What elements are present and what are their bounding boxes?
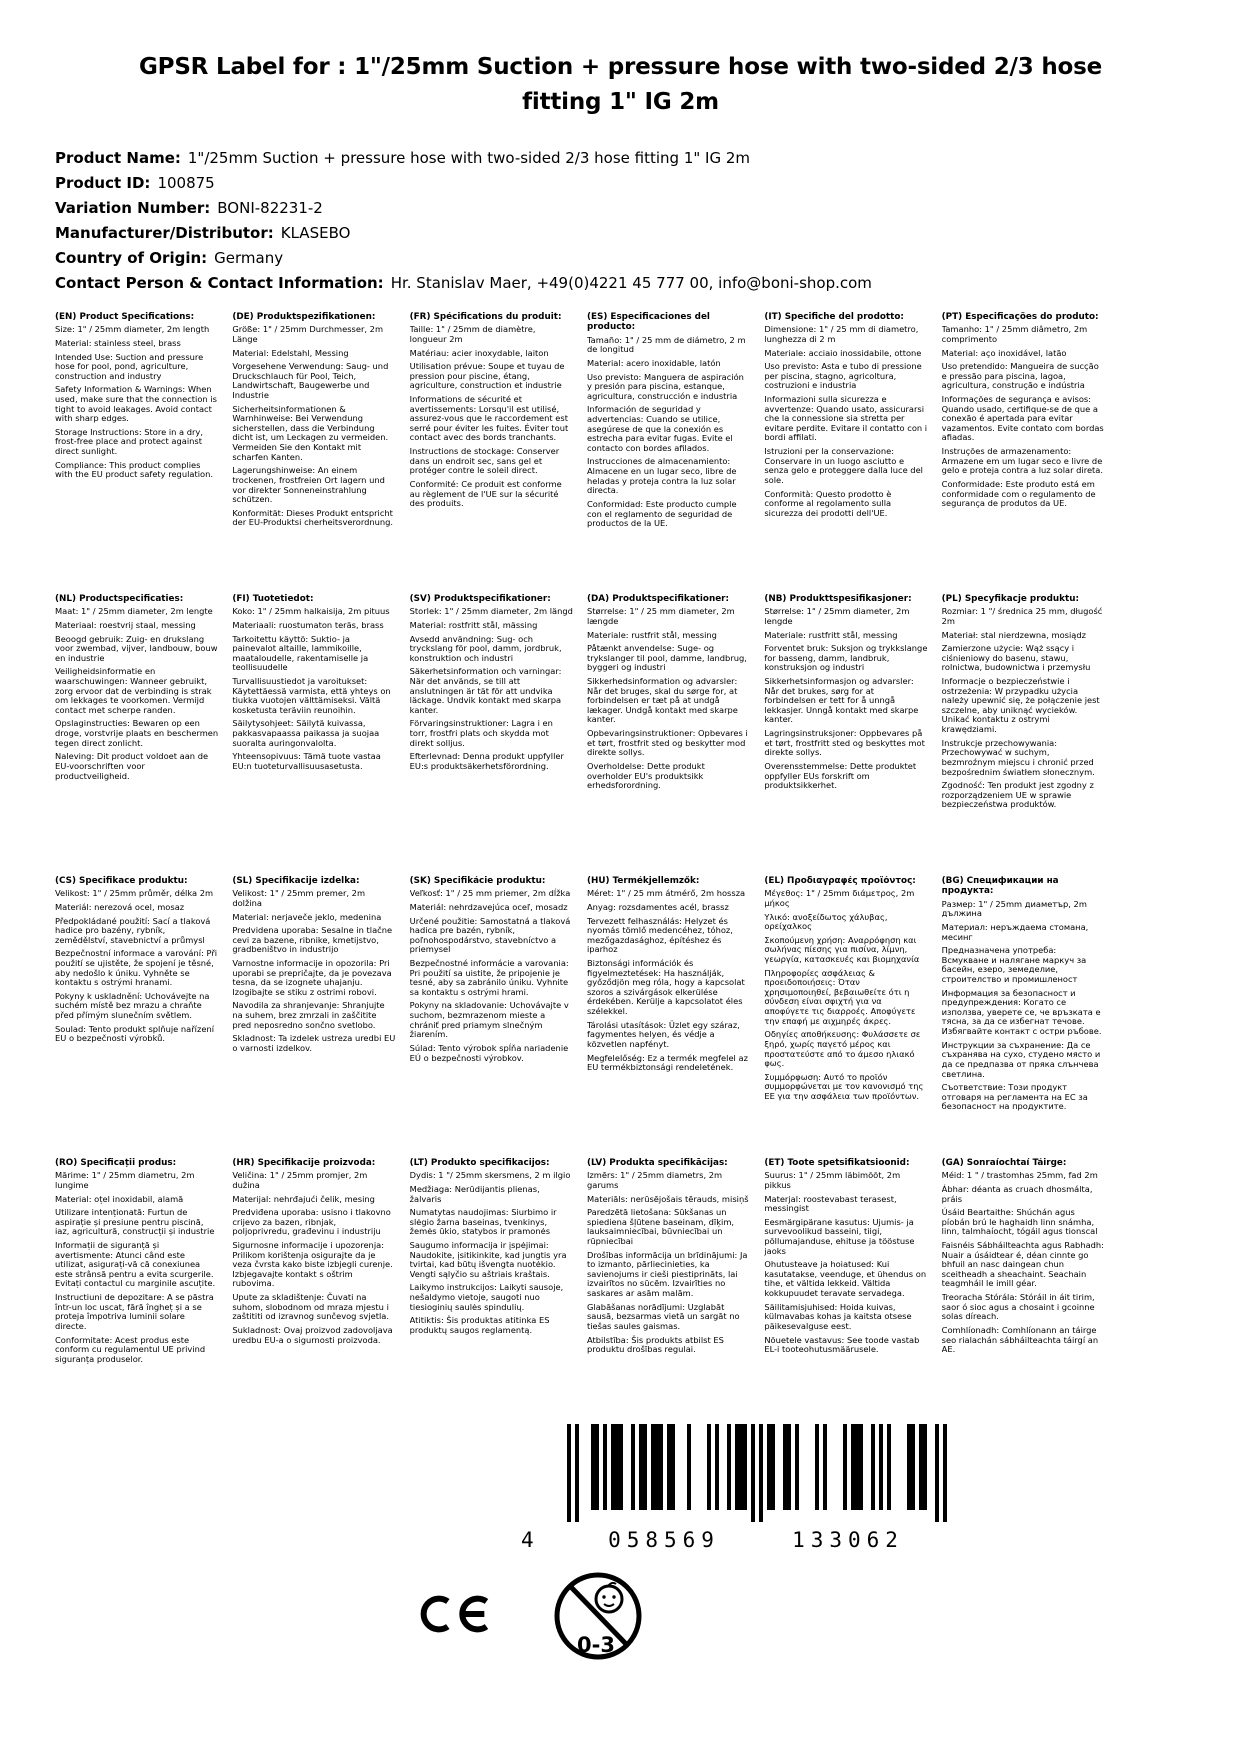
spec-paragraph: Materiale: rustfritt stål, messing xyxy=(764,629,898,640)
spec-paragraph: Materiale: rustfrit stål, messing xyxy=(586,629,717,640)
spec-paragraph: Uso previsto: Manguera de aspiración y presión para piscina, estanque, agricultura, construcción e industria xyxy=(586,371,744,401)
language-spec-block xyxy=(410,1158,573,1340)
spec-paragraph: Upute za skladištenje: Čuvati na suhom, slobodnom od mraza mjestu i zaštititi od izravnog sunčevog svjetla. xyxy=(232,1292,390,1322)
spec-paragraph: Súlad: Tento výrobok spĺňa nariadenie EÚ o bezpečnosti výrobkov. xyxy=(409,1042,569,1063)
language-spec-title: (SV) Produktspecifikationer: xyxy=(409,594,551,604)
spec-paragraph: Material: aço inoxidável, latão xyxy=(941,347,1067,358)
spec-paragraph: Conformidad: Este producto cumple con el reglamento de seguridad de productos de la UE. xyxy=(586,498,737,529)
language-spec-title: (LV) Produkta specifikācijas: xyxy=(586,1158,728,1168)
spec-paragraph: Safety Information & Warnings: When used, make sure that the connection is tight to avoid leakages. Avoid contact with sharp edges. xyxy=(55,384,217,424)
spec-paragraph: Οδηγίες αποθήκευσης: Φυλάσσετε σε ξηρό, χωρίς παγετό μέρος και προστατεύστε από το άμεσο ηλιακό φως. xyxy=(764,1029,921,1069)
spec-paragraph: Materiale: acciaio inossidabile, ottone xyxy=(764,347,922,358)
barcode-left-digits: 058569 xyxy=(608,1528,720,1552)
language-spec-block xyxy=(232,876,395,1058)
language-spec-title: (HU) Termékjellemzők: xyxy=(586,876,700,886)
spec-paragraph: Säilytysohjeet: Säilytä kuivassa, pakkasvapaassa paikassa ja suojaa suoralta auringonvalolta. xyxy=(232,718,380,748)
language-spec-block xyxy=(232,594,395,776)
language-spec-block xyxy=(942,312,1105,513)
spec-paragraph: Rozmiar: 1 "/ średnica 25 mm, długość 2m xyxy=(941,606,1103,626)
product-info-row xyxy=(55,174,1186,192)
product-info-value: BONI-82231-2 xyxy=(217,199,323,217)
spec-paragraph: Tárolási utasítások: Üzlet egy száraz, fagymentes helyen, és védje a közvetlen napfényt. xyxy=(586,1019,740,1049)
spec-paragraph: Tamaño: 1" / 25 mm de diámetro, 2 m de longitud xyxy=(586,334,746,355)
spec-paragraph: Varnostne informacije in opozorila: Pri uporabi se prepričajte, da je povezava tesna, da se izognete uhajanju. Izogibajte se stiku z ostrimi robovi. xyxy=(232,958,392,997)
spec-paragraph: Maat: 1" / 25mm diameter, 2m lengte xyxy=(55,606,213,617)
language-spec-block xyxy=(587,876,750,1077)
spec-paragraph: Informații de siguranță și avertismente: Atunci când este utilizat, asigurați-vă că conexiunea este strânsă pentru a evita scurgerile. Evitați contactul cu marginile ascuțite. xyxy=(55,1240,216,1289)
spec-paragraph: Taille: 1" / 25mm de diamètre, longueur 2m xyxy=(409,324,536,344)
spec-paragraph: Instructions de stockage: Conserver dans un endroit sec, sans gel et protéger contre le soleil direct. xyxy=(409,446,560,476)
spec-paragraph: Dydis: 1 "/ 25mm skersmens, 2 m ilgio xyxy=(409,1170,571,1181)
spec-paragraph: Informacje o bezpieczeństwie i ostrzeżenia: W przypadku użycia należy upewnić się, że połączenie jest szczelne, aby uniknąć wycieków. Unikać kontaktu z ostrymi krawędziami. xyxy=(941,676,1100,735)
spec-paragraph: Koko: 1" / 25mm halkaisija, 2m pituus xyxy=(232,606,390,617)
baby-face-icon xyxy=(596,1586,622,1612)
spec-paragraph: Material: acero inoxidable, latón xyxy=(586,357,721,368)
spec-paragraph: Material: nerjaveče jeklo, medenina xyxy=(232,911,382,922)
spec-paragraph: Storlek: 1" / 25mm diameter, 2m längd xyxy=(409,606,573,617)
spec-paragraph: Uso pretendido: Mangueira de sucção e pressão para piscina, lagoa, agricultura, construção e indústria xyxy=(941,361,1099,391)
spec-paragraph: Veličina: 1" / 25mm promjer, 2m dužina xyxy=(232,1170,368,1190)
spec-paragraph: Skladnost: Ta izdelek ustreza uredbi EU o varnosti izdelkov. xyxy=(232,1033,396,1053)
language-spec-block xyxy=(587,312,750,533)
barcode-lead-digit: 4 xyxy=(521,1528,534,1552)
ean13-barcode xyxy=(521,1424,947,1554)
barcode-bars-icon xyxy=(567,1424,947,1522)
spec-paragraph: Uso previsto: Asta e tubo di pressione per piscina, stagno, agricoltura, costruzioni e industria xyxy=(764,361,922,391)
language-spec-title: (NL) Productspecificaties: xyxy=(55,594,184,604)
product-info-row xyxy=(55,224,1186,242)
spec-paragraph: Veľkosť: 1" / 25 mm priemer, 2m dĺžka xyxy=(409,888,571,899)
language-spec-title: (SL) Specifikacije izdelka: xyxy=(232,876,360,886)
spec-paragraph: Numatytas naudojimas: Siurbimo ir slėgio žarna baseinas, tvenkinys, žemės ūkio, statybos ir pramonės xyxy=(409,1207,557,1237)
spec-paragraph: Předpokládané použití: Sací a tlaková hadice pro bazény, rybník, zemědělství, stavebnictví a průmysl xyxy=(55,915,211,945)
language-spec-block xyxy=(587,594,750,795)
product-info-value: KLASEBO xyxy=(280,224,351,242)
spec-paragraph: Instructiuni de depozitare: A se păstra într-un loc uscat, fără îngheț și a se proteja împotriva luminii solare directe. xyxy=(55,1292,214,1331)
product-info-row xyxy=(55,199,1186,217)
spec-paragraph: Atitiktis: Šis produktas atitinka ES produktų saugos reglamentą. xyxy=(409,1315,550,1335)
spec-paragraph: Ábhar: déanta as cruach dhosmálta, práis xyxy=(941,1183,1093,1204)
spec-paragraph: Overholdelse: Dette produkt overholder EU's produktsikk erhedsforordning. xyxy=(586,760,705,791)
language-spec-title: (CS) Specifikace produktu: xyxy=(55,876,188,886)
spec-paragraph: Tervezett felhasználás: Helyzet és nyomás tömlő medencéhez, tóhoz, mezőgazdasághoz, építéshez és iparhoz xyxy=(586,915,733,955)
spec-paragraph: Saugumo informacija ir įspėjimai: Naudokite, įsitikinkite, kad jungtis yra tvirtai, kad būtų išvengta nuotėkio. Vengti sąlyčio su aštriais kraštais. xyxy=(409,1240,567,1279)
spec-paragraph: Utilizare intenționată: Furtun de aspirație și presiune pentru piscină, iaz, agricultură, construcții și industrie xyxy=(55,1207,215,1237)
spec-paragraph: Zgodność: Ten produkt jest zgodny z rozporządzeniem UE w sprawie bezpieczeństwa produktów. xyxy=(941,780,1094,810)
language-spec-title: (EN) Product Specifications: xyxy=(55,312,195,322)
product-info-label: Product Name: xyxy=(55,149,181,167)
spec-paragraph: Paredzētā lietošana: Sūkšanas un spiediena šļūtene baseinam, dīķim, lauksaimniecībai, būvniecībai un rūpniecībai xyxy=(586,1207,735,1247)
product-info-label: Variation Number: xyxy=(55,199,211,217)
spec-paragraph: Suurus: 1" / 25mm läbimõõt, 2m pikkus xyxy=(764,1170,901,1190)
spec-paragraph: Izmērs: 1" / 25mm diametrs, 2m garums xyxy=(586,1170,723,1190)
spec-paragraph: Biztonsági információk és figyelmeztetések: Ha használják, győződjön meg róla, hogy a kapcsolat szoros a szivárgások elkerülése érdekében. Kerülje a kapcsolatot éles szélekkel. xyxy=(586,958,745,1017)
language-spec-block xyxy=(410,876,573,1067)
product-info-row xyxy=(55,149,1186,167)
language-spec-block xyxy=(942,1158,1105,1359)
spec-paragraph: Materiāls: nerūsējošais tērauds, misiņš xyxy=(586,1193,749,1204)
spec-paragraph: Tamanho: 1" / 25mm diâmetro, 2m comprimento xyxy=(941,324,1088,344)
spec-paragraph: Velikost: 1" / 25mm průměr, délka 2m xyxy=(55,888,214,899)
language-spec-title: (EL) Προδιαγραφές προϊόντος: xyxy=(764,876,916,886)
spec-paragraph: Dimensione: 1" / 25 mm di diametro, lunghezza di 2 m xyxy=(764,324,919,344)
language-spec-block xyxy=(942,876,1105,1116)
spec-paragraph: Velikost: 1" / 25mm premer, 2m dolžina xyxy=(232,888,366,908)
language-spec-title: (DE) Produktspezifikationen: xyxy=(232,312,376,322)
spec-grid xyxy=(55,312,1105,1440)
spec-paragraph: Size: 1" / 25mm diameter, 2m length xyxy=(55,324,210,335)
language-spec-title: (PL) Specyfikacje produktu: xyxy=(941,594,1080,604)
spec-paragraph: Συμμόρφωση: Αυτό το προϊόν συμμορφώνεται με τον κανονισμό της ΕΕ για την ασφάλεια των προϊόντων. xyxy=(764,1071,924,1101)
spec-paragraph: Instrucciones de almacenamiento: Almacene en un lugar seco, libre de heladas y proteja contra la luz solar directa. xyxy=(586,456,737,496)
age-warning-label: 0-3 xyxy=(577,1633,615,1657)
spec-paragraph: Informazioni sulla sicurezza e avvertenze: Quando usato, assicurarsi che la connessione sia stretta per evitare perdite. Evitare il contatto con i bordi affilati. xyxy=(764,394,928,443)
spec-paragraph: Anyag: rozsdamentes acél, brassz xyxy=(586,901,729,912)
spec-paragraph: Materjal: roostevabast terasest, messingist xyxy=(764,1193,897,1214)
language-spec-title: (FI) Tuotetiedot: xyxy=(232,594,314,604)
language-spec-block xyxy=(942,594,1105,814)
language-spec-block xyxy=(55,1158,218,1368)
language-spec-block xyxy=(410,594,573,776)
spec-paragraph: Informations de sécurité et avertissements: Lorsqu'il est utilisé, assurez-vous que le raccordement est serré pour éviter les fuites. Éviter tout contact avec des bords tranchants. xyxy=(409,394,569,443)
spec-paragraph: Comhlíonadh: Comhlíonann an táirge seo rialachán sábháilteachta táirgí an AE. xyxy=(941,1324,1099,1355)
spec-paragraph: Instruções de armazenamento: Armazene em um lugar seco e livre de gelo e proteja contra a luz solar direta. xyxy=(941,446,1104,476)
product-info-value: Germany xyxy=(214,249,284,267)
spec-paragraph: Opbevaringsinstruktioner: Opbevares i et tørt, frostfrit sted og beskytter mod direkte sollys. xyxy=(586,728,748,758)
spec-paragraph: Faisnéis Sábháilteachta agus Rabhadh: Nuair a úsáidtear é, déan cinnte go bhfuil an nasc daingean chun sceitheadh a sheachaint. Seachain teagmháil le imill géar. xyxy=(941,1240,1104,1289)
spec-paragraph: Materijal: nehrđajući čelik, mesing xyxy=(232,1193,375,1204)
spec-paragraph: Beoogd gebruik: Zuig- en drukslang voor zwembad, vijver, landbouw, bouw en industrie xyxy=(55,633,218,663)
spec-paragraph: Matériau: acier inoxydable, laiton xyxy=(409,347,549,358)
spec-paragraph: Forventet bruk: Suksjon og trykkslange for basseng, damm, landbruk, konstruksjon og industri xyxy=(764,643,928,673)
product-info-row xyxy=(55,274,1186,292)
language-spec-block xyxy=(232,1158,395,1349)
spec-paragraph: Bezpečnostní informace a varování: Při použití se ujistěte, že spojení je těsné, aby nedošlo k úniku. Vyhněte se kontaktu s ostrými hranami. xyxy=(55,948,218,988)
spec-paragraph: Úsáid Beartaithe: Shúchán agus píobán brú le haghaidh linn snámha, linn, talmhaíocht, tógáil agus tionscal xyxy=(941,1207,1098,1237)
spec-paragraph: Avsedd användning: Sug- och tryckslang för pool, damm, jordbruk, konstruktion och industri xyxy=(409,633,562,663)
language-spec-title: (ET) Toote spetsifikatsioonid: xyxy=(764,1158,910,1168)
spec-paragraph: Materiaal: roestvrij staal, messing xyxy=(55,619,196,630)
product-info-value: 100875 xyxy=(157,174,215,192)
language-spec-block xyxy=(764,1158,927,1359)
spec-paragraph: Material: stainless steel, brass xyxy=(55,337,181,348)
product-info-block xyxy=(55,149,1186,292)
spec-paragraph: Material: Edelstahl, Messing xyxy=(232,347,349,358)
spec-paragraph: Conformità: Questo prodotto è conforme al regolamento sulla sicurezza dei prodotti dell'UE. xyxy=(764,488,892,518)
product-info-label: Product ID: xyxy=(55,174,151,192)
spec-paragraph: Conformidade: Este produto está em conformidade com o regulamento de segurança de produtos da UE. xyxy=(941,478,1096,509)
spec-paragraph: Bezpečnostné informácie a varovania: Pri použití sa uistite, že pripojenie je tesné, aby sa zabránilo úniku. Vyhnite sa kontaktu s ostrými hrami. xyxy=(409,958,569,997)
spec-paragraph: Ohutusteave ja hoiatused: Kui kasutatakse, veenduge, et ühendus on tihe, et vältida lekkeid. Vältida kokkupuudet teravate servadega. xyxy=(764,1259,927,1299)
spec-paragraph: Storage Instructions: Store in a dry, frost-free place and protect against direct sunlight. xyxy=(55,426,203,457)
spec-paragraph: Pokyny na skladovanie: Uchovávajte v suchom, bezmrazenom mieste a chrániť pred priamym slnečným žiarením. xyxy=(409,1000,569,1040)
spec-paragraph: Méret: 1" / 25 mm átmérő, 2m hossza xyxy=(586,888,746,899)
spec-paragraph: Treoracha Stórála: Stóráil in áit tirim, saor ó sioc agus a chosaint i gcoinne solas díreach. xyxy=(941,1292,1095,1322)
spec-paragraph: Размер: 1" / 25mm диаметър, 2m дължина xyxy=(941,898,1087,919)
language-spec-block xyxy=(764,876,927,1106)
spec-paragraph: Størrelse: 1" / 25 mm diameter, 2m længde xyxy=(586,606,735,626)
product-info-row xyxy=(55,249,1186,267)
spec-paragraph: Информация за безопасност и предупреждения: Когато се използва, уверете се, че връзката е тясна, за да се избегнат течове. Избягвайте контакт с остри ръбове. xyxy=(941,987,1102,1037)
spec-paragraph: Yhteensopivuus: Tämä tuote vastaa EU:n tuoteturvallisuusasetusta. xyxy=(232,751,381,771)
spec-paragraph: Overensstemmelse: Dette produktet oppfyller EUs forskrift om produktsikkerhet. xyxy=(764,760,917,791)
spec-paragraph: Sicherheitsinformationen & Warnhinweise: Bei Verwendung sicherstellen, dass die Verbindung dicht ist, um Leckagen zu vermeiden. Vermeiden Sie den Kontakt mit scharfen Kanten. xyxy=(232,403,389,462)
language-spec-block xyxy=(410,312,573,513)
spec-paragraph: Materiál: nerezová ocel, mosaz xyxy=(55,901,185,912)
spec-paragraph: Určené použitie: Samostatná a tlaková hadica pre bazén, rybník, poľnohospodárstvo, stavebníctvo a priemysel xyxy=(409,915,571,955)
spec-paragraph: Materiaali: ruostumaton teräs, brass xyxy=(232,619,384,630)
spec-paragraph: Größe: 1" / 25mm Durchmesser, 2m Länge xyxy=(232,324,384,344)
spec-paragraph: Sikkerhetsinformasjon og advarsler: Når det brukes, sørg for at forbindelsen er tett for å unngå lekkasjer. Unngå kontakt med skarpe kanter. xyxy=(764,676,919,725)
spec-paragraph: Navodila za shranjevanje: Shranjujte na suhem, brez zmrzali in zaščitite pred neposredno sončno svetlobo. xyxy=(232,1000,385,1030)
language-spec-title: (PT) Especificações do produto: xyxy=(941,312,1099,322)
language-spec-title: (SK) Špecifikácie produktu: xyxy=(409,876,546,886)
spec-paragraph: Turvallisuustiedot ja varoitukset: Käytettäessä varmista, että yhteys on tiukka vuotojen välttämiseksi. Vältä kosketusta teräviin reunoihin. xyxy=(232,676,391,715)
spec-paragraph: Størrelse: 1" / 25mm diameter, 2m lengde xyxy=(764,606,910,626)
spec-paragraph: Intended Use: Suction and pressure hose for pool, pond, agriculture, construction and industry xyxy=(55,351,204,381)
spec-paragraph: Naleving: Dit product voldoet aan de EU-voorschriften voor productveiligheid. xyxy=(55,751,209,781)
language-spec-block xyxy=(764,594,927,795)
language-spec-title: (RO) Specificații produs: xyxy=(55,1158,177,1168)
language-spec-block xyxy=(764,312,927,522)
ce-mark-icon xyxy=(420,1594,498,1634)
spec-paragraph: Predviđena uporaba: usisno i tlakovno crijevo za bazen, ribnjak, poljoprivredu, građevinu i industriju xyxy=(232,1207,391,1237)
spec-paragraph: Conformité: Ce produit est conforme au règlement de l'UE sur la sécurité des produits. xyxy=(409,478,562,509)
spec-paragraph: Материал: неръждаема стомана, месинг xyxy=(941,921,1089,942)
language-spec-title: (LT) Produkto specifikacijos: xyxy=(409,1158,550,1168)
language-spec-title: (FR) Spécifications du produit: xyxy=(409,312,562,322)
spec-paragraph: Predvidena uporaba: Sesalne in tlačne cevi za bazene, ribnike, kmetijstvo, gradbeništvo in industrijo xyxy=(232,925,393,955)
spec-paragraph: Compliance: This product complies with the EU product safety regulation. xyxy=(55,459,214,480)
spec-paragraph: Konformität: Dieses Produkt entspricht der EU-Produktsi cherheitsverordnung. xyxy=(232,507,394,528)
spec-paragraph: Opslaginstructies: Bewaren op een droge, vorstvrije plaats en beschermen tegen direct zonlicht. xyxy=(55,718,219,748)
spec-paragraph: Påtænkt anvendelse: Suge- og trykslanger til pool, damme, landbrug, byggeri og industri xyxy=(586,643,747,673)
spec-paragraph: Materiał: stal nierdzewna, mosiądz xyxy=(941,629,1087,640)
spec-paragraph: Μέγεθος: 1" / 25mm διάμετρος, 2m μήκος xyxy=(764,888,915,908)
spec-paragraph: Zamierzone użycie: Wąż ssący i ciśnieniowy do basenu, stawu, rolnictwa, budownictwa i przemysłu xyxy=(941,643,1091,673)
spec-paragraph: Tarkoitettu käyttö: Suktio- ja painevalot altaille, lammikoille, maataloudelle, rakentamiselle ja teollisuudelle xyxy=(232,633,369,673)
barcode-right-digits: 133062 xyxy=(792,1528,904,1552)
page-title: GPSR Label for : 1"/25mm Suction + pressure hose with two-sided 2/3 hose fitting 1" IG 2m xyxy=(138,54,1103,115)
spec-paragraph: Förvaringsinstruktioner: Lagra i en torr, frostfri plats och skydda mot direkt solljus. xyxy=(409,718,553,748)
language-spec-block xyxy=(55,312,218,484)
language-spec-block xyxy=(55,876,218,1048)
product-info-value: 1"/25mm Suction + pressure hose with two-sided 2/3 hose fitting 1" IG 2m xyxy=(187,149,751,167)
spec-paragraph: Soulad: Tento produkt splňuje nařízení EU o bezpečnosti výrobků. xyxy=(55,1023,215,1044)
language-spec-title: (ES) Especificaciones del producto: xyxy=(586,312,710,333)
spec-paragraph: Eesmärgipärane kasutus: Ujumis- ja survevoolikud basseini, tiigi, põllumajanduse, ehituse ja tööstuse jaoks xyxy=(764,1216,915,1256)
product-info-label: Country of Origin: xyxy=(55,249,208,267)
spec-paragraph: Υλικό: ανοξείδωτος χάλυβας, ορείχαλκος xyxy=(764,911,888,932)
spec-paragraph: Medžiaga: Nerūdijantis plienas, žalvaris xyxy=(409,1183,540,1204)
spec-paragraph: Drošības informācija un brīdinājumi: Ja to izmanto, pārliecinieties, ka savienojums ir cieši piestiprināts, lai izvairītos no sūcēm. Izvairīties no saskares ar asām malām. xyxy=(586,1249,748,1299)
spec-paragraph: Laikymo instrukcijos: Laikyti sausoje, nešaldymo vietoje, saugoti nuo tiesioginių saulės spindulių. xyxy=(409,1282,564,1312)
spec-paragraph: Предназначена употреба: Всмукване и налягане маркуч за басейн, езеро, земеделие, строителство и промишленост xyxy=(941,945,1087,985)
spec-paragraph: Mărime: 1" / 25mm diametru, 2m lungime xyxy=(55,1170,195,1190)
product-info-value: Hr. Stanislav Maer, +49(0)4221 45 777 00, info@boni-shop.com xyxy=(390,274,872,292)
spec-paragraph: Material: oțel inoxidabil, alamă xyxy=(55,1193,184,1204)
language-spec-title: (GA) Sonraíochtaí Táirge: xyxy=(941,1158,1067,1168)
spec-paragraph: Megfelelőség: Ez a termék megfelel az EU termékbiztonsági rendeletének. xyxy=(586,1052,748,1073)
spec-paragraph: Utilisation prévue: Soupe et tuyau de pression pour piscine, étang, agriculture, construction et industrie xyxy=(409,361,565,391)
language-spec-block xyxy=(55,594,218,785)
spec-paragraph: Méid: 1 " / trastomhas 25mm, fad 2m xyxy=(941,1170,1098,1181)
spec-paragraph: Efterlevnad: Denna produkt uppfyller EU:s produktsäkerhetsförordning. xyxy=(409,751,564,771)
spec-paragraph: Pokyny k uskladnění: Uchovávejte na suchém místě bez mrazu a chraňte před přímým slunečním světlem. xyxy=(55,990,210,1021)
spec-paragraph: Σκοπούμενη χρήση: Αναρρόφηση και σωλήνας πίεσης για πισίνα, λίμνη, γεωργία, κατασκευές και βιομηχανία xyxy=(764,934,920,965)
language-spec-title: (BG) Спецификации на продукта: xyxy=(941,876,1059,897)
spec-paragraph: Sukladnost: Ovaj proizvod zadovoljava uredbu EU-a o sigurnosti proizvoda. xyxy=(232,1324,393,1345)
spec-paragraph: Sigurnosne informacije i upozorenja: Prilikom korištenja osigurajte da je veza čvrsta kako biste izbjegli curenje. Izbjegavajte kontakt s oštrim rubovima. xyxy=(232,1240,393,1289)
language-spec-block xyxy=(232,312,395,532)
spec-paragraph: Πληροφορίες ασφάλειας & προειδοποιήσεις: Όταν χρησιμοποιηθεί, βεβαιωθείτε ότι η σύνδεση είναι σφιχτή για να αποφύγετε τις διαρροές. Αποφύγετε την επαφή με αιχμηρές άκρες. xyxy=(764,967,916,1026)
product-info-label: Manufacturer/Distributor: xyxy=(55,224,274,242)
spec-paragraph: Veiligheidsinformatie en waarschuwingen: Wanneer gebruikt, zorg ervoor dat de verbinding is strak om lekkages te voorkomen. Vermijd contact met scherpe randen. xyxy=(55,666,212,715)
spec-paragraph: Съответствие: Този продукт отговаря на регламента на ЕС за безопасност на продуктите. xyxy=(941,1082,1088,1112)
language-spec-title: (NB) Produkttspesifikasjoner: xyxy=(764,594,912,604)
spec-paragraph: Atbilstība: Šis produkts atbilst ES produktu drošības regulai. xyxy=(586,1334,724,1355)
spec-paragraph: Sikkerhedsinformation og advarsler: Når det bruges, skal du sørge for, at forbindelsen er tæt på at undgå lækager. Undgå kontakt med skarpe kanter. xyxy=(586,676,738,725)
spec-paragraph: Conformitate: Acest produs este conform cu regulamentul UE privind siguranța produselor. xyxy=(55,1334,206,1364)
product-info-label: Contact Person & Contact Information: xyxy=(55,274,384,292)
spec-paragraph: Material: rostfritt stål, mässing xyxy=(409,619,538,630)
language-spec-title: (IT) Specifiche del prodotto: xyxy=(764,312,904,322)
spec-paragraph: Lagerungshinweise: An einem trockenen, frostfreien Ort lagern und vor direkter Sonneneinstrahlung schützen. xyxy=(232,465,385,505)
spec-paragraph: Instrukcje przechowywania: Przechowywać w suchym, bezmroźnym miejscu i chronić przed bezpośrednim światłem słonecznym. xyxy=(941,737,1095,777)
spec-paragraph: Säkerhetsinformation och varningar: När det används, se till att anslutningen är tät för att undvika läckage. Undvik kontakt med skarpa kanter. xyxy=(409,666,562,715)
spec-paragraph: Säilitamisjuhised: Hoida kuivas, külmavabas kohas ja kaitsta otsese päikesevalguse eest. xyxy=(764,1301,912,1331)
spec-paragraph: Glabāšanas norādījumi: Uzglabāt sausā, bezsarmas vietā un sargāt no tiešas saules gaismas. xyxy=(586,1301,740,1331)
language-spec-title: (HR) Specifikacije proizvoda: xyxy=(232,1158,376,1168)
spec-paragraph: Informações de segurança e avisos: Quando usado, certifique-se de que a conexão é apertada para evitar vazamentos. Evite contato com bordas afiadas. xyxy=(941,394,1104,443)
language-spec-title: (DA) Produktspecifikationer: xyxy=(586,594,730,604)
spec-paragraph: Materiál: nehrdzavejúca oceľ, mosadz xyxy=(409,901,568,912)
spec-paragraph: Istruzioni per la conservazione: Conservare in un luogo asciutto e senza gelo e proteggere dalla luce del sole. xyxy=(764,446,923,485)
language-spec-block xyxy=(587,1158,750,1359)
spec-paragraph: Vorgesehene Verwendung: Saug- und Druckschlauch für Pool, Teich, Landwirtschaft, Baugewerbe und Industrie xyxy=(232,361,389,401)
spec-paragraph: Lagringsinstruksjoner: Oppbevares på et tørt, frostfritt sted og beskyttes mot direkte sollys. xyxy=(764,728,925,758)
spec-paragraph: Información de seguridad y advertencias: Cuando se utilice, asegúrese de que la conexión es estrecha para evitar fugas. Evite el contacto con bordes afilados. xyxy=(586,404,733,453)
spec-paragraph: Nõuetele vastavus: See toode vastab EL-i tooteohutusmäärusele. xyxy=(764,1334,920,1355)
age-warning-0-3-icon xyxy=(552,1568,644,1664)
spec-paragraph: Инструкции за съхранение: Да се съхранява на сухо, студено място и да се предпазва от пряка слънчева светлина. xyxy=(941,1039,1101,1079)
barcode-digits xyxy=(521,1526,947,1554)
